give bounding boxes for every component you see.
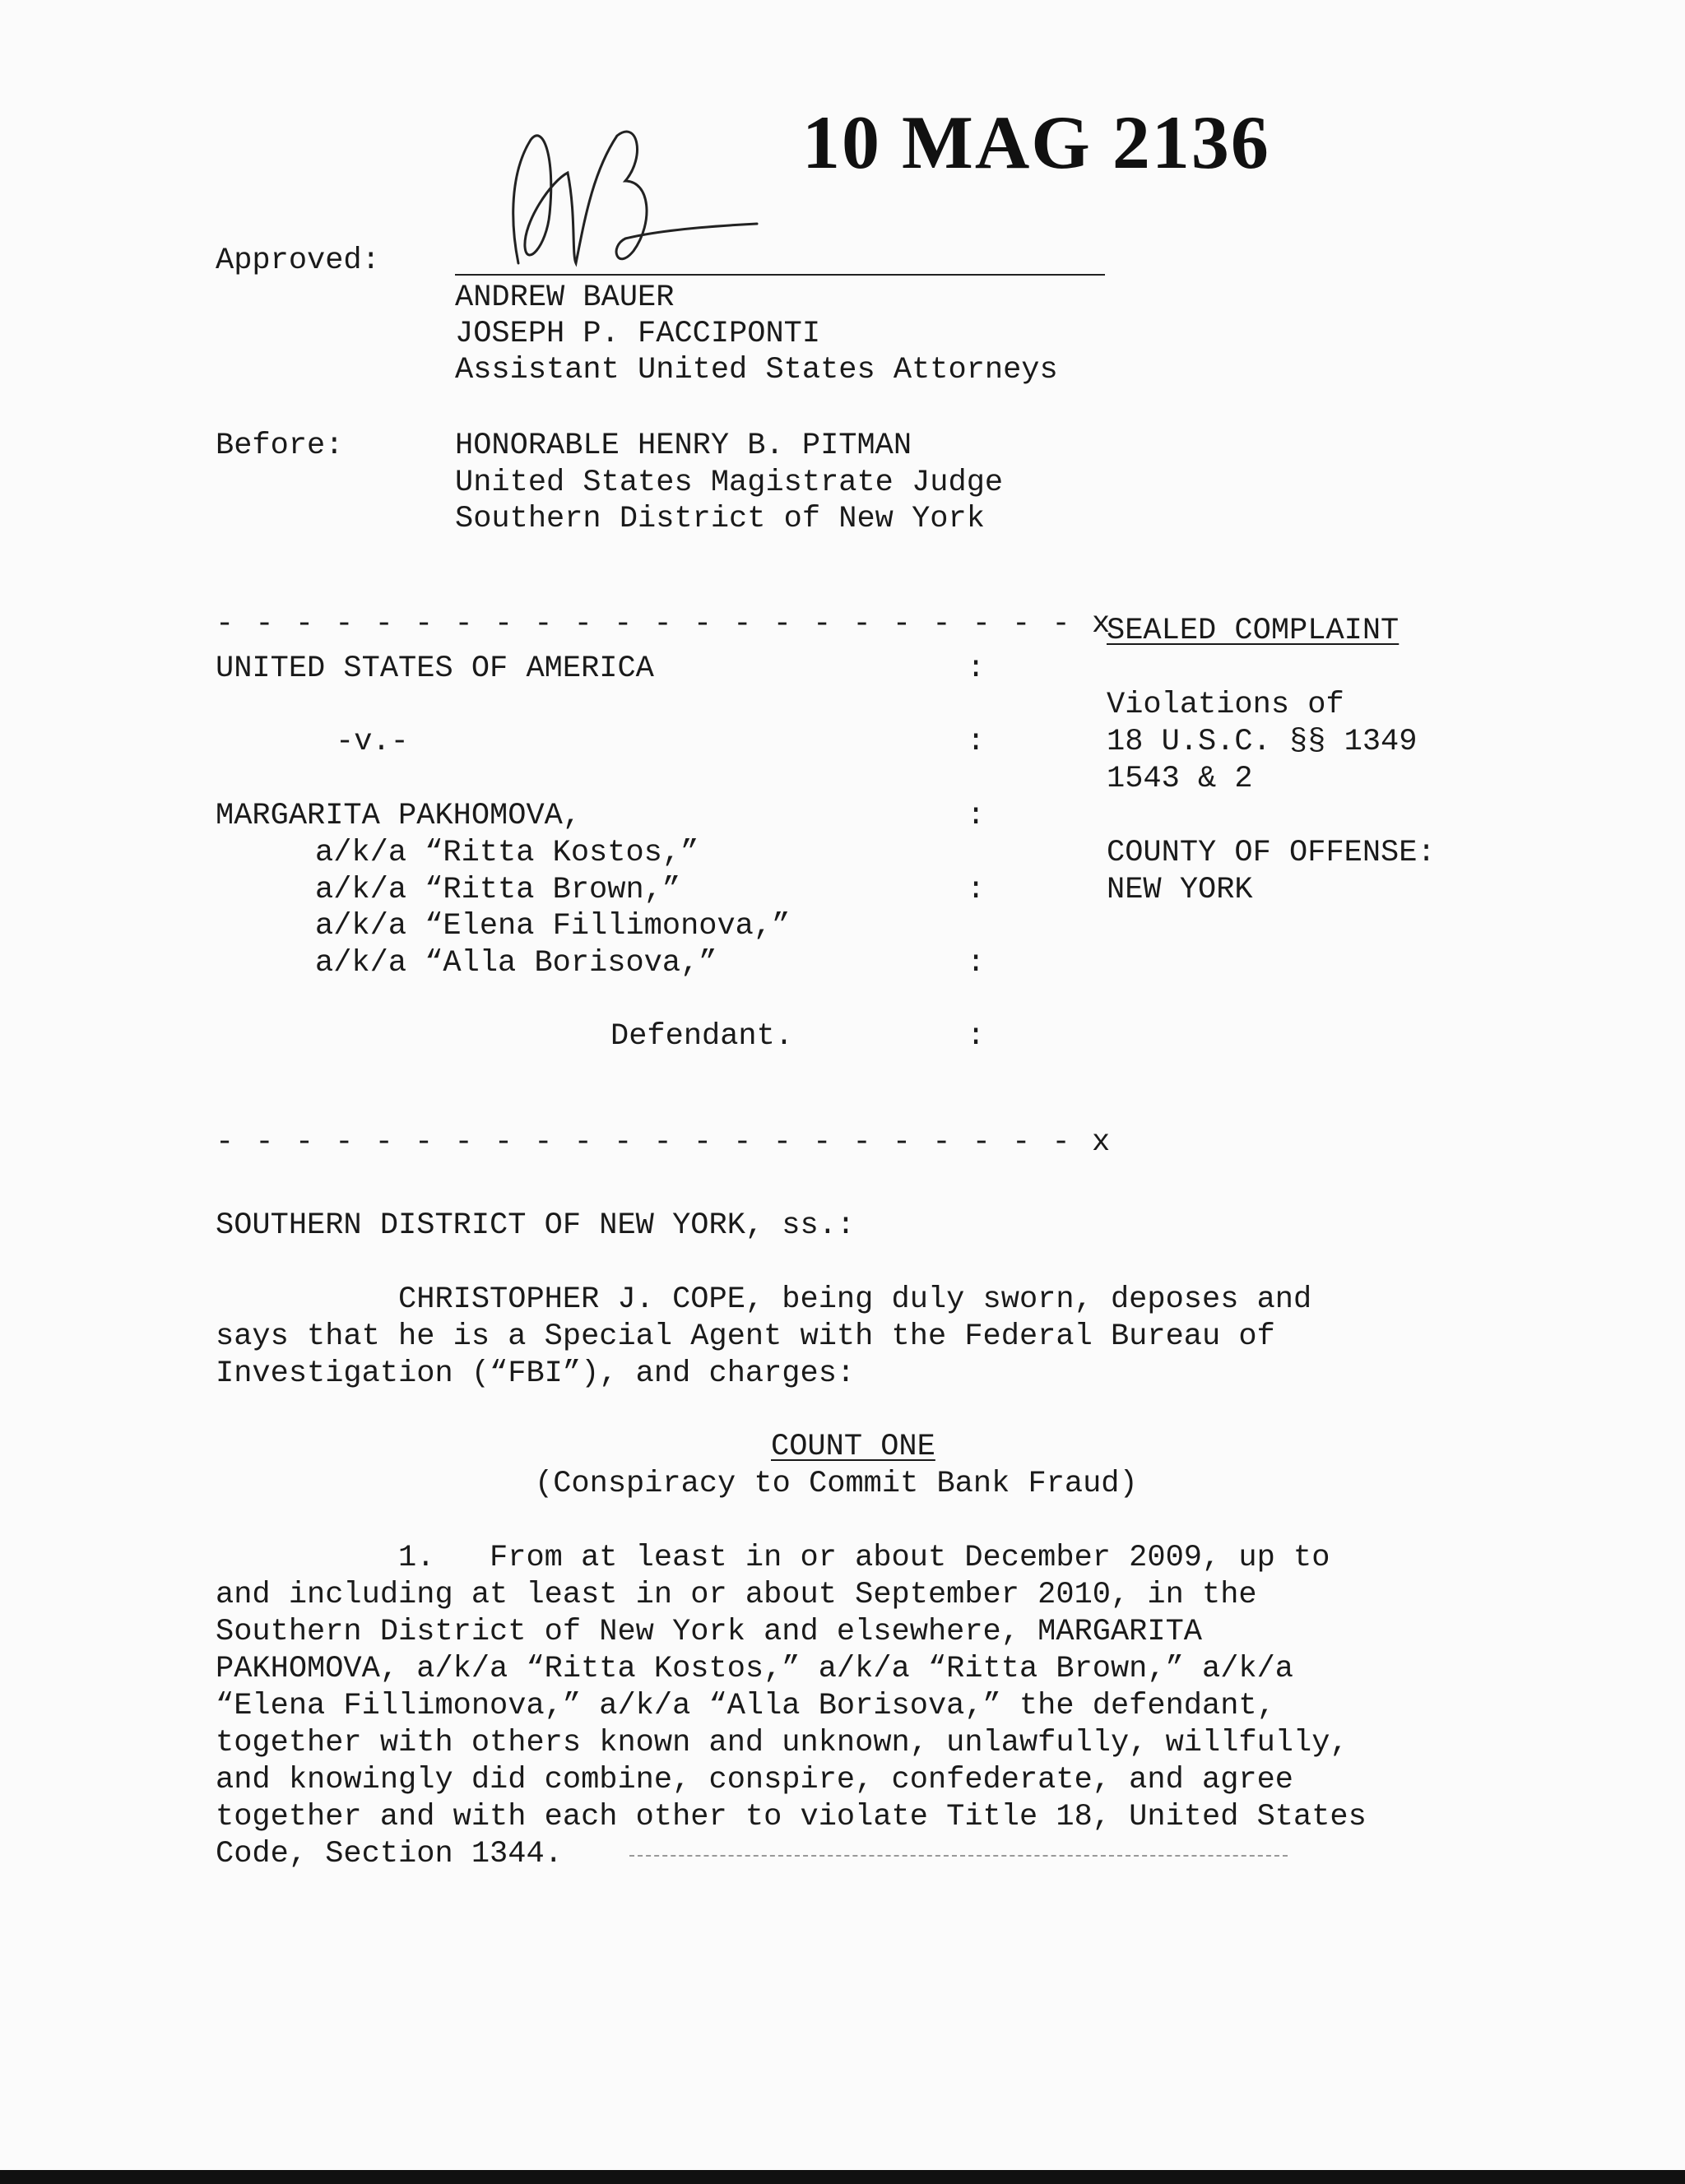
county-value: NEW YORK [1107,873,1253,907]
judge-title: United States Magistrate Judge [455,466,1004,500]
attorney-name: ANDREW BAUER [455,281,675,315]
county-label: COUNTY OF OFFENSE: [1107,836,1436,870]
paragraph-line: 1. From at least in or about December 2009, up to [216,1541,1330,1575]
venue: SOUTHERN DISTRICT OF NEW YORK, ss.: [216,1208,856,1243]
paragraph-line: “Elena Fillimonova,” a/k/a “Alla Borisova,” the defendant, [216,1689,1275,1723]
paragraph-line: PAKHOMOVA, a/k/a “Ritta Kostos,” a/k/a “Ritta Brown,” a/k/a [216,1652,1294,1686]
alias: a/k/a “Ritta Brown,” [315,873,681,907]
case-number-stamp: 10 MAG 2136 [802,100,1270,184]
count-subtitle: (Conspiracy to Commit Bank Fraud) [535,1467,1138,1501]
alias: a/k/a “Ritta Kostos,” [315,836,699,870]
violations-label: Violations of [1107,688,1344,722]
caption-colon: : [967,725,986,759]
count-title: COUNT ONE [771,1430,935,1464]
defendant-label: Defendant. [610,1019,794,1054]
scan-bottom-edge [0,2170,1685,2184]
caption-divider-top: - - - - - - - - - - - - - - - - - - - - - - x [216,607,1112,642]
caption-colon: : [967,946,986,981]
paragraph-line: Code, Section 1344. [216,1837,563,1871]
violations-statute: 18 U.S.C. §§ 1349 [1107,725,1418,759]
violations-statute: 1543 & 2 [1107,762,1253,796]
intro-line: Investigation (“FBI”), and charges: [216,1356,856,1391]
judge-court: Southern District of New York [455,502,985,536]
judge-name: HONORABLE HENRY B. PITMAN [455,429,912,463]
intro-line: CHRISTOPHER J. COPE, being duly sworn, deposes and [216,1282,1312,1317]
caption-colon: : [967,1019,986,1054]
approved-label: Approved: [216,243,380,278]
paragraph-line: Southern District of New York and elsewhere, MARGARITA [216,1615,1202,1649]
defendant-name: MARGARITA PAKHOMOVA, [216,799,582,833]
plaintiff: UNITED STATES OF AMERICA [216,651,654,686]
caption-colon: : [967,799,986,833]
alias: a/k/a “Alla Borisova,” [315,946,717,981]
paragraph-line: and knowingly did combine, conspire, confederate, and agree [216,1763,1294,1797]
alias: a/k/a “Elena Fillimonova,” [315,909,791,944]
complaint-title: SEALED COMPLAINT [1107,614,1400,648]
paragraph-line: and including at least in or about September 2010, in the [216,1578,1257,1612]
scan-artifact-line [629,1855,1288,1857]
versus: -v.- [336,725,409,759]
paragraph-line: together and with each other to violate Title 18, United States [216,1800,1367,1834]
attorney-name: JOSEPH P. FACCIPONTI [455,317,821,351]
attorney-title: Assistant United States Attorneys [455,353,1058,387]
signature-mark [494,123,765,276]
signature-line [455,274,1105,276]
before-label: Before: [216,429,344,463]
caption-divider-bottom: - - - - - - - - - - - - - - - - - - - - - - x [216,1125,1112,1160]
paragraph-line: together with others known and unknown, unlawfully, willfully, [216,1726,1348,1760]
caption-colon: : [967,873,986,907]
caption-colon: : [967,651,986,686]
intro-line: says that he is a Special Agent with the Federal Bureau of [216,1319,1275,1354]
